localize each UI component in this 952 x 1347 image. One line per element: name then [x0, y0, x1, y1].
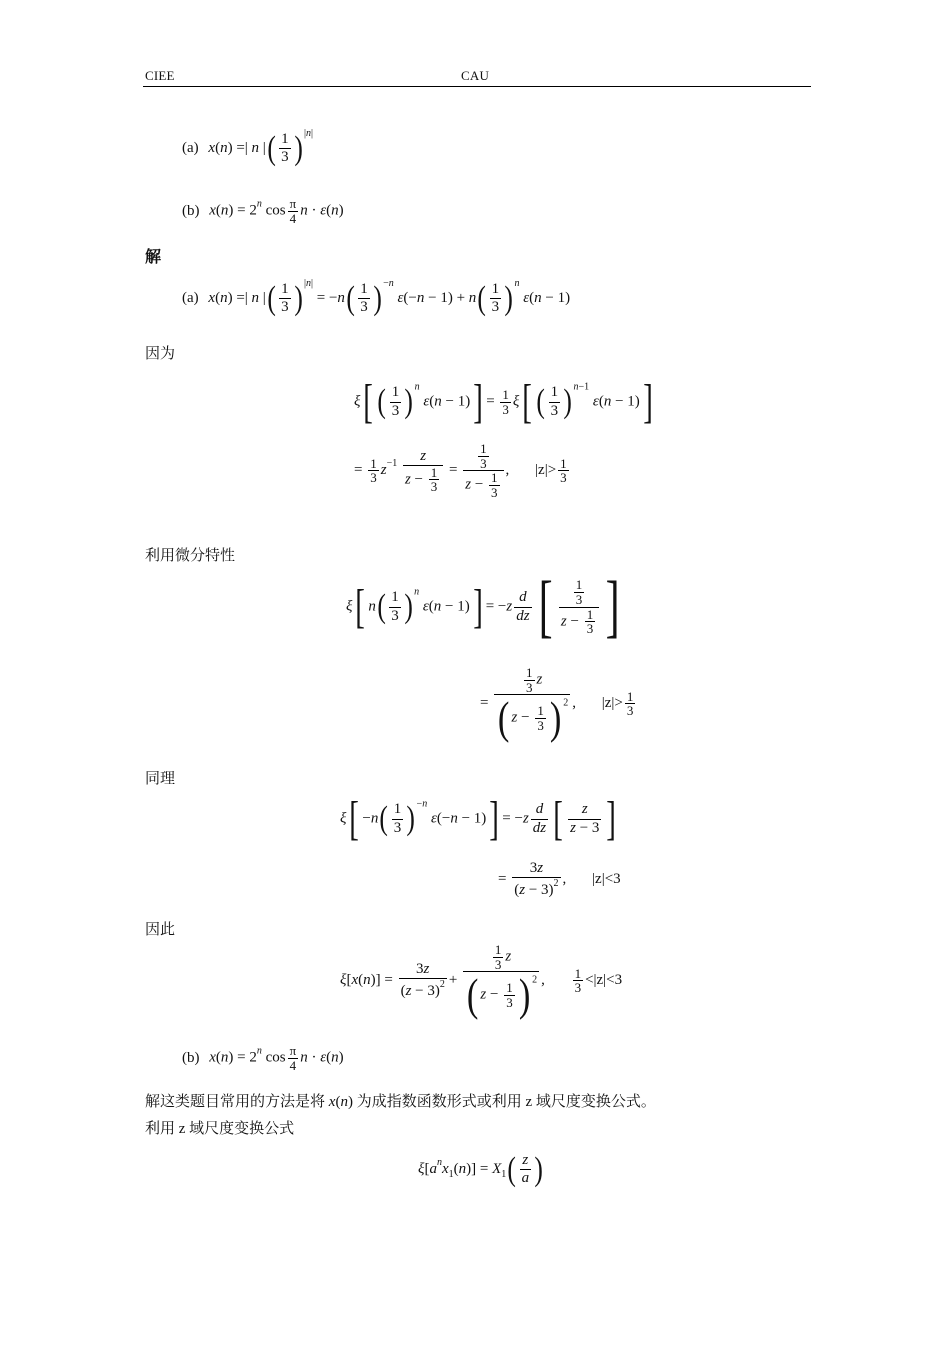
solution-a-expansion: (a) x(n) =| n |( $\frac{1}{3}$ )$^{|n|}$ = −n( $\frac{1}{3}$ )$^{-n}$ ε(−n − 1) + n( $\frac{1}{3}$ )$^n$ ε(n − 1)	[182, 278, 571, 317]
eq-z-transform-1: ξ[ ( $\frac{1}{3}$ )$^n$ ε(n − 1)] = $\frac{1}{3}$ ξ[ ( $\frac{1}{3}$ )$^{n-1}$ ε(n − 1)]	[354, 375, 653, 428]
eq-scale-formula: $\xi[a^nx_1(n)] = X_1$( $\frac{z}{a}$ )	[418, 1150, 543, 1188]
problem-b: (b) $x(n) = 2^n$ cos $\frac{\pi}{4}$ n · ε(n)	[182, 196, 344, 226]
label-b: (b)	[182, 202, 200, 219]
eq-z-transform-1-result: = $\frac{1}{3}$ $z^{-1}$ z z − $\frac{1}{3}$ = $\frac{1}{3}$ z − $\frac{1}{3}$ , |z|> $\frac{1}{3}$	[354, 441, 567, 500]
eq-final-a: ξ[x(n)] = $\frac{3z}{(z - 3)^2}$ + $\frac{1}{3}$ z ( z − $\frac{1}{3}$ ) $^2$ , $\frac{1}{3}$ <|z|<3	[340, 942, 623, 1021]
similarly-label: 同理	[145, 771, 176, 787]
problem-a: (a) x(n) =| n |( $\frac{1}{3}$ )$^{|n|}$	[182, 128, 313, 167]
eq-diff-property: ξ[ n( $\frac{1}{3}$ )$^n$ ε(n − 1)] = −z $\frac{d}{dz}$ [ $\frac{1}{3}$ z − $\frac{1}{3}$ ]	[346, 568, 620, 645]
solution-heading: 解	[145, 249, 162, 266]
header-rule	[143, 86, 811, 87]
b-method-text: 解这类题目常用的方法是将 x(n) 为成指数函数形式或利用 z 域尺度变换公式。	[145, 1094, 656, 1110]
label-a: (a)	[182, 140, 199, 156]
eq-similar: ξ[ −n( $\frac{1}{3}$ )$^{-n}$ ε(−n − 1)] = −z $\frac{d}{dz}$ [ $\frac{z}{z - 3}$ ]	[340, 792, 617, 845]
because-label: 因为	[145, 346, 176, 362]
header-left: CIEE	[145, 68, 175, 83]
eq-similar-result: = $\frac{3z}{(z - 3)^2}$ , |z|<3	[498, 860, 621, 899]
use-diff-label: 利用微分特性	[145, 548, 236, 564]
eq-diff-result: = $\frac{1}{3}$ z ( z − $\frac{1}{3}$ ) $^2$ , |z|> $\frac{1}{3}$	[480, 665, 634, 744]
therefore-label: 因此	[145, 922, 176, 938]
scale-formula-label: 利用 z 域尺度变换公式	[145, 1121, 295, 1137]
solution-b: (b) $x(n) = 2^n$ cos $\frac{\pi}{4}$ n · ε(n)	[182, 1043, 344, 1073]
header-center: CAU	[461, 68, 490, 83]
